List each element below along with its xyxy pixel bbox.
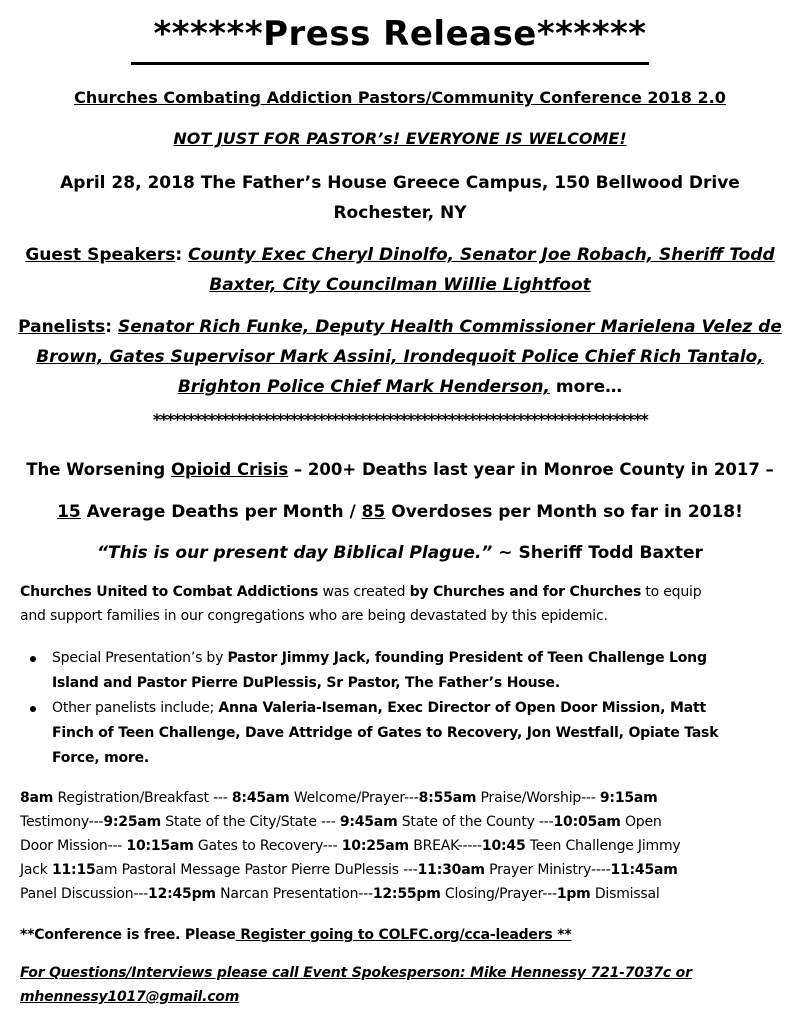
list-item: Other panelists include; Anna Valeria-Iseman, Exec Director of Open Door Mission, Matt Finch of Teen Challenge, Dave Attridge of Gates to Recovery, Jon Westfall, Opiate Task Force, more. <box>52 696 772 771</box>
bullet-icon <box>30 706 36 712</box>
schedule-line <box>20 858 780 882</box>
schedule-line <box>20 834 780 858</box>
schedule-time: 8:55am <box>418 790 477 806</box>
contact-info <box>20 961 780 1009</box>
schedule-text: Teen Challenge Jimmy <box>525 838 681 854</box>
crisis-headline: The Worsening Opioid Crisis – 200+ Deaths last year in Monroe County in 2017 – <box>26 460 774 479</box>
panelists-names-3: Brighton Police Chief Mark Henderson, <box>177 377 550 397</box>
panelists-names-2: Brown, Gates Supervisor Mark Assini, Irondequoit Police Chief Rich Tantalo, <box>36 347 764 367</box>
schedule-text: Registration/Breakfast --- <box>53 790 232 806</box>
schedule-text: Praise/Worship--- <box>476 790 600 806</box>
schedule-text: Narcan Presentation--- <box>215 886 373 902</box>
event-schedule <box>20 786 780 906</box>
schedule-time: 12:45pm <box>148 886 216 902</box>
schedule-time: 1pm <box>556 886 591 902</box>
event-location <box>0 168 800 228</box>
register-link[interactable]: Register going to COLFC.org/cca-leaders ** <box>235 927 572 943</box>
schedule-text: BREAK----- <box>408 838 482 854</box>
intro-paragraph: Churches United to Combat Addictions was created by Churches and for Churches to equip and support families in our congregations who are being devastated by this epidemic. <box>20 584 702 624</box>
panelists-line-3 <box>0 372 800 402</box>
schedule-line <box>20 810 780 834</box>
schedule-time: 9:45am <box>339 814 398 830</box>
schedule-text: Gates to Recovery--- <box>193 838 342 854</box>
free-notice: **Conference is free. Please Register going to COLFC.org/cca-leaders ** <box>20 927 572 943</box>
schedule-time: 11:45am <box>610 862 678 878</box>
overdoses-count: 85 <box>361 502 386 522</box>
schedule-time: 10:05am <box>553 814 621 830</box>
schedule-line <box>20 786 780 810</box>
location-line-2: Rochester, NY <box>333 203 467 223</box>
quote-attribution: ~ Sheriff Todd Baxter <box>492 543 703 563</box>
panelists-label: Panelists <box>18 317 106 337</box>
bullet-icon <box>30 656 36 662</box>
sheriff-quote <box>0 538 800 568</box>
schedule-time: 8am <box>20 790 54 806</box>
schedule-text: Open <box>620 814 662 830</box>
quote-text: “This is our present day Biblical Plague.” <box>97 543 493 563</box>
schedule-time: 10:45 <box>481 838 526 854</box>
schedule-text: am Pastoral Message Pastor Pierre DuPlessis --- <box>95 862 418 878</box>
title-underline <box>131 62 649 65</box>
schedule-text: Closing/Prayer--- <box>440 886 557 902</box>
schedule-text: Jack <box>20 862 52 878</box>
separator-stars: ************************************************************************ <box>152 410 648 429</box>
location-line-1: April 28, 2018 The Father’s House Greece Campus, 150 Bellwood Drive <box>60 173 740 193</box>
schedule-time: 9:15am <box>599 790 658 806</box>
list-item: Special Presentation’s by Pastor Jimmy Jack, founding President of Teen Challenge Long Island and Pastor Pierre DuPlessis, Sr Pastor, The Father’s House. <box>52 646 772 696</box>
schedule-time: 10:15am <box>126 838 194 854</box>
guest-speakers-line-1: Guest Speakers: County Exec Cheryl Dinolfo, Senator Joe Robach, Sheriff Todd <box>25 245 775 265</box>
schedule-time: 12:55pm <box>372 886 441 902</box>
schedule-text: State of the City/State --- <box>161 814 340 830</box>
death-stats: 15 Average Deaths per Month / 85 Overdoses per Month so far in 2018! <box>57 502 743 522</box>
schedule-text: Welcome/Prayer--- <box>289 790 419 806</box>
schedule-text: Testimony--- <box>20 814 104 830</box>
panelists-line-1: Panelists: Senator Rich Funke, Deputy Health Commissioner Marielena Velez de <box>18 317 782 337</box>
guest-speakers-names-2: Baxter, City Councilman Willie Lightfoot <box>209 275 591 295</box>
schedule-text: State of the County --- <box>397 814 554 830</box>
schedule-text: Door Mission--- <box>20 838 127 854</box>
schedule-text: Panel Discussion--- <box>20 886 149 902</box>
schedule-time: 11:30am <box>417 862 485 878</box>
contact-line-1: For Questions/Interviews please call Event Spokesperson: Mike Hennessy 721-7037c or <box>20 965 692 981</box>
schedule-text: Dismissal <box>590 886 660 902</box>
welcome-notice: NOT JUST FOR PASTOR’s! EVERYONE IS WELCOME! <box>173 129 627 148</box>
schedule-time: 9:25am <box>103 814 162 830</box>
guest-speakers-label: Guest Speakers <box>25 245 176 265</box>
panelists-names-1: Senator Rich Funke, Deputy Health Commissioner Marielena Velez de <box>117 317 782 337</box>
contact-email-link[interactable]: mhennessy1017@gmail.com <box>20 989 240 1005</box>
opioid-crisis-link: Opioid Crisis <box>170 460 289 479</box>
guest-speakers <box>0 240 800 300</box>
schedule-line <box>20 882 780 906</box>
conference-subtitle: Churches Combating Addiction Pastors/Community Conference 2018 2.0 <box>74 88 726 107</box>
schedule-text: Prayer Ministry---- <box>484 862 611 878</box>
schedule-time: 8:45am <box>231 790 290 806</box>
panelists <box>0 312 800 402</box>
page-title: ******Press Release****** <box>153 14 647 54</box>
schedule-time: 10:25am <box>341 838 409 854</box>
guest-speakers-names-1: County Exec Cheryl Dinolfo, Senator Joe Robach, Sheriff Todd <box>188 245 775 265</box>
schedule-time: 11:15 <box>51 862 96 878</box>
deaths-count: 15 <box>57 502 81 522</box>
panelists-more: more… <box>549 377 623 397</box>
org-name: Churches United to Combat Addictions <box>20 584 319 600</box>
